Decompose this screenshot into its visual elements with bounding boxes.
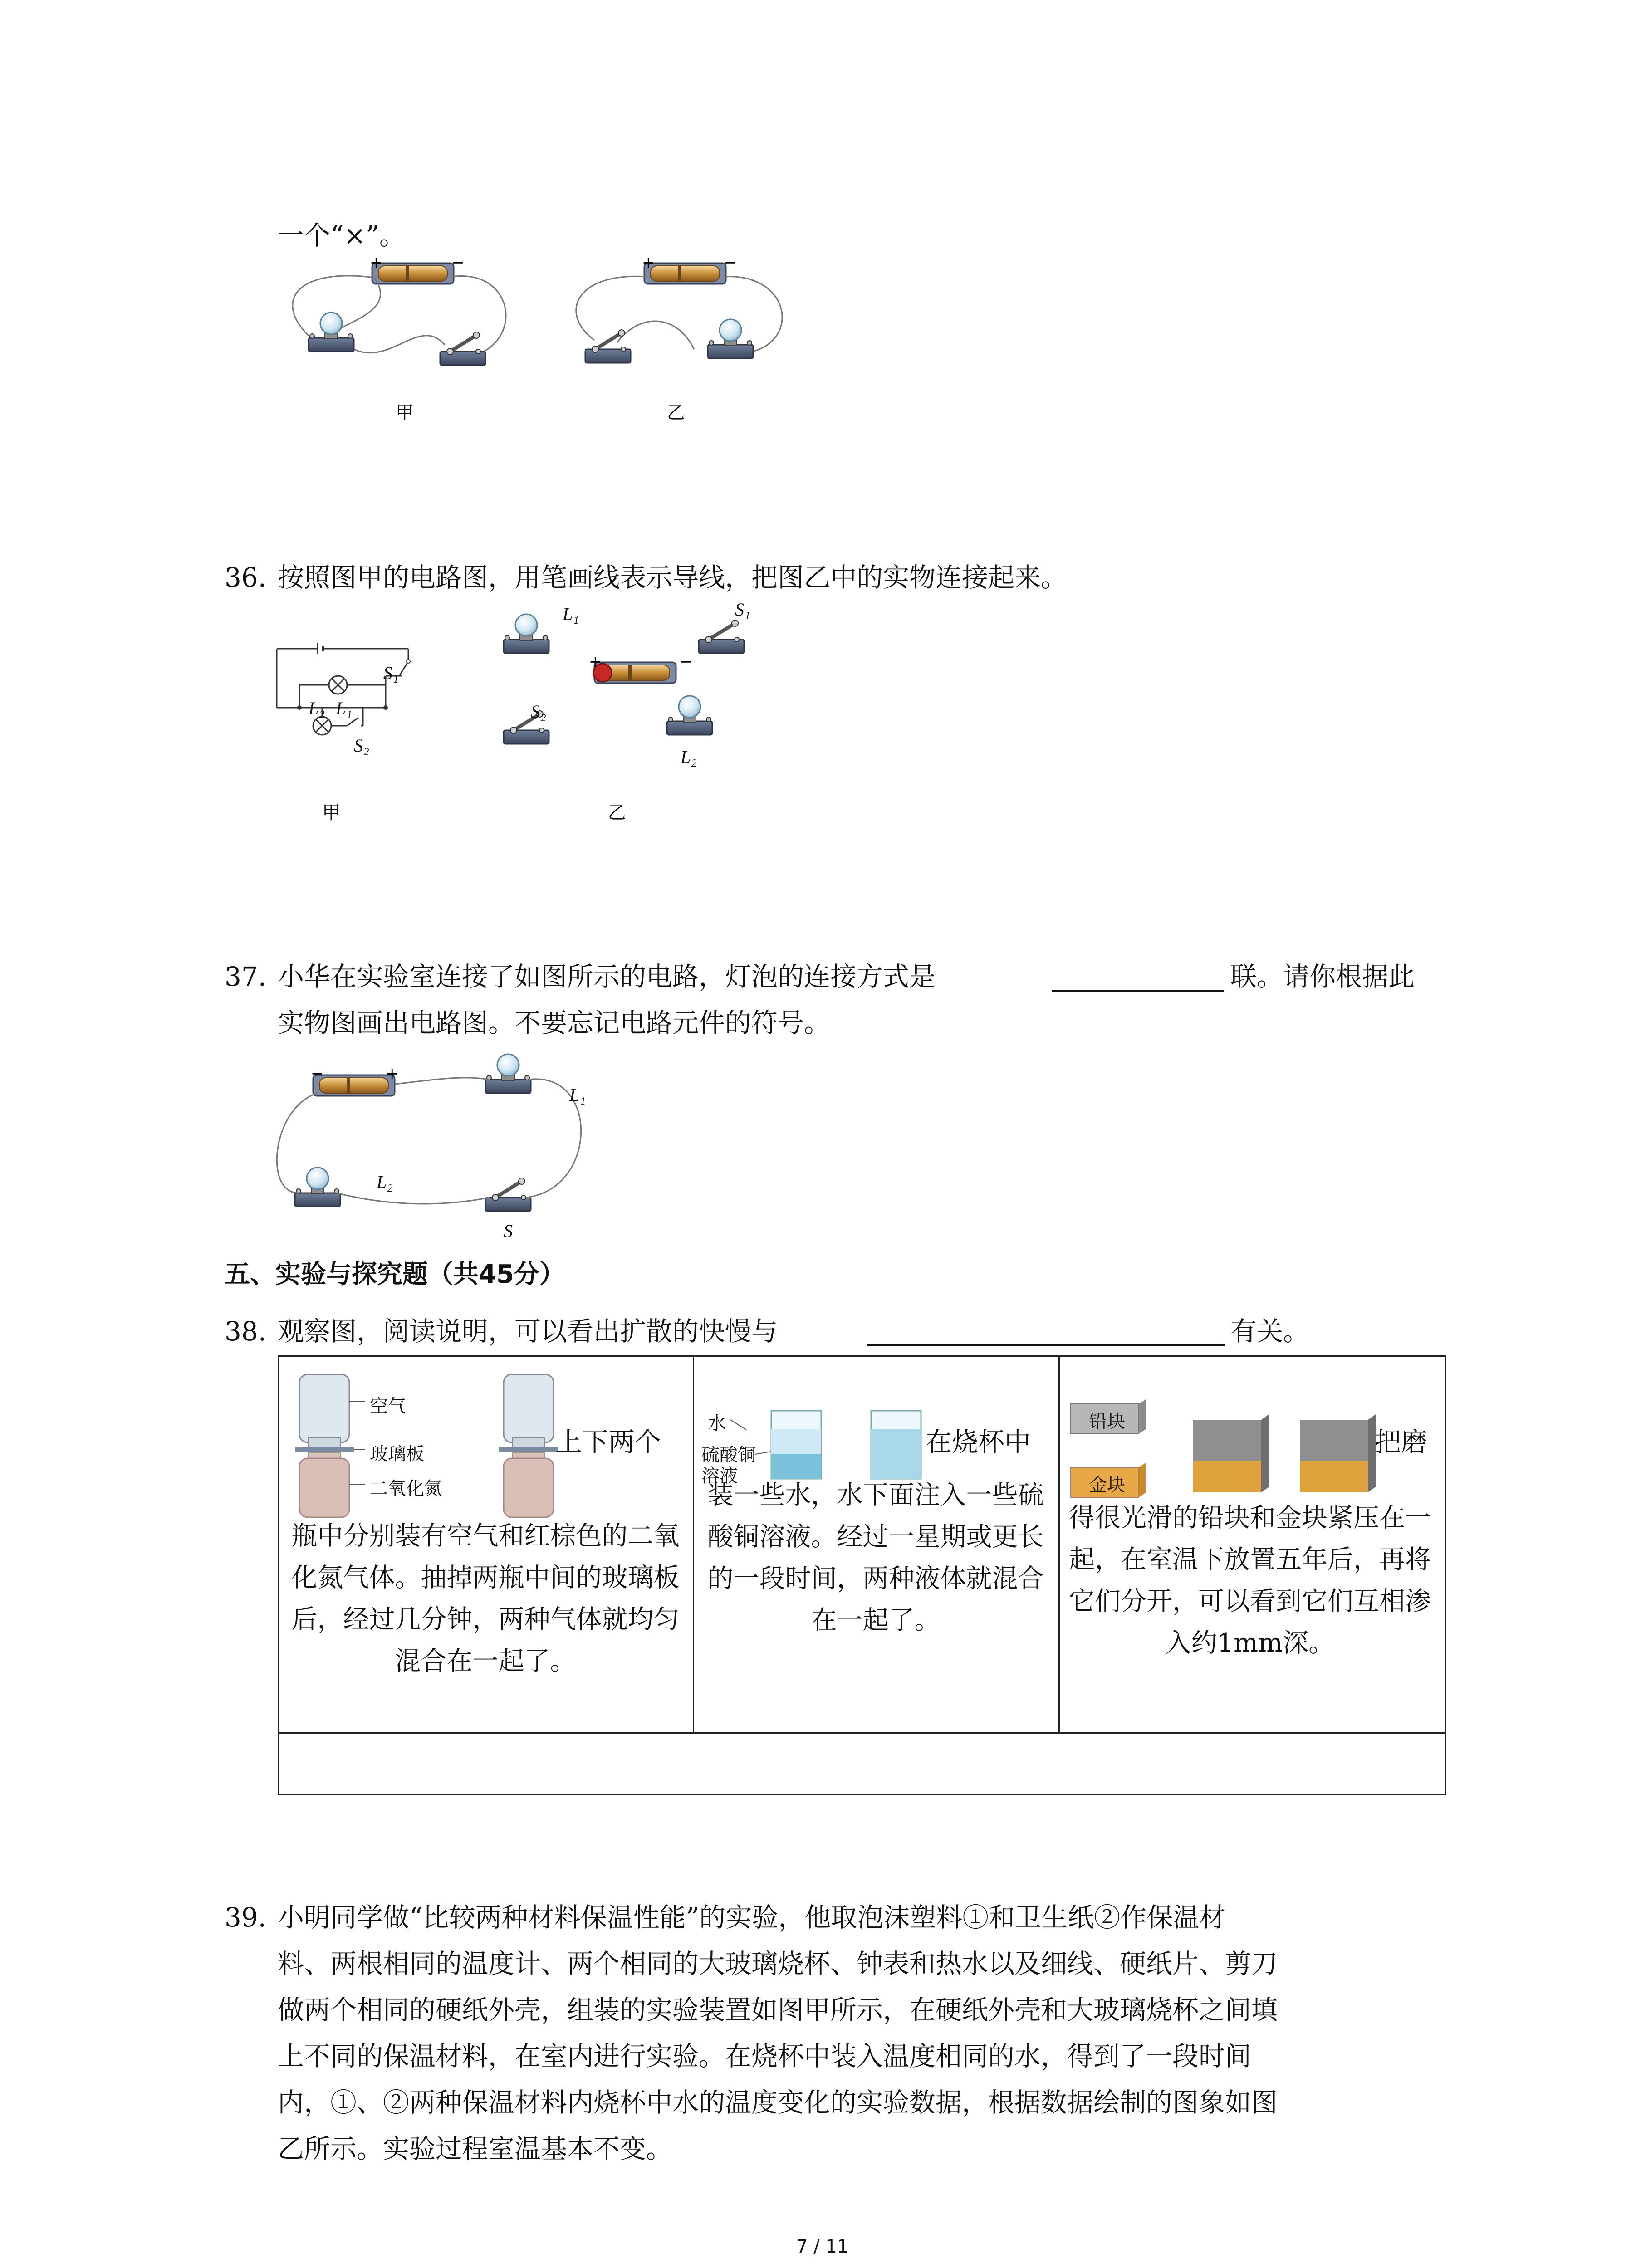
q38-cell2-side: 在烧杯中 <box>926 1427 1031 1457</box>
q38-cell1-side: 上下两个 <box>556 1427 661 1457</box>
q38-cell1-lbl-glass: 玻璃板 <box>370 1444 424 1465</box>
q37-circuit <box>272 1043 617 1234</box>
q38-text-b: 有关。 <box>1230 1316 1310 1347</box>
q39-line-6: 乙所示。实验过程室温基本不变。 <box>278 2133 673 2164</box>
q37-label-s: S <box>504 1221 513 1241</box>
q39-line-2: 料、两根相同的温度计、两个相同的大玻璃烧杯、钟表和热水以及细线、硬纸片、剪刀 <box>278 1948 1278 1979</box>
q36-text: 按照图甲的电路图，用笔画线表示导线，把图乙中的实物连接起来。 <box>278 562 1068 593</box>
q38-cell2-lbl-cuso4-2: 溶液 <box>701 1466 738 1486</box>
section5-title: 五、实验与探究题（共45分） <box>225 1260 565 1289</box>
q38-cell2-body: 装一些水，水下面注入一些硫酸铜溶液。经过一星期或更长的一段时间，两种液体就混合在一起了。 <box>707 1480 1044 1635</box>
q36-phy-s1: S₁ <box>735 599 750 620</box>
q37-line1-b: 联。请你根据此 <box>1230 961 1415 992</box>
q38-cell3-lbl-lead: 铅块 <box>1089 1411 1125 1432</box>
q38-cell1-lbl-air: 空气 <box>370 1396 406 1417</box>
q36-sch-l1: L₁ <box>336 698 353 719</box>
q37-label-l2: L₂ <box>377 1172 393 1192</box>
q38-cell1-lbl-no2: 二氧化氮 <box>370 1478 442 1499</box>
q36-physical <box>499 599 753 762</box>
svg-text:−: − <box>724 254 737 272</box>
svg-text:+: + <box>642 254 655 272</box>
q36-sch-s1: S₁ <box>383 663 399 683</box>
q36-sch-l2: L₂ <box>309 698 325 719</box>
q39-line-5: 内，①、②两种保温材料内烧杯中水的温度变化的实验数据，根据数据绘制的图象如图 <box>278 2087 1278 2118</box>
q37-label-l1: L₁ <box>569 1085 586 1105</box>
q36-schematic <box>272 640 426 753</box>
q38-answer-blank[interactable] <box>867 1344 1225 1346</box>
q39-line-3: 做两个相同的硬纸外壳，组装的实验装置如图甲所示，在硬纸外壳和大玻璃烧杯之间填 <box>278 1994 1278 2025</box>
svg-text:−: − <box>680 653 693 671</box>
q37-line1-a: 小华在实验室连接了如图所示的电路，灯泡的连接方式是 <box>278 961 936 992</box>
q36-phy-l1: L₁ <box>563 604 579 624</box>
top-label-yi: 乙 <box>667 402 685 423</box>
q36-phy-s2: S₂ <box>531 701 546 722</box>
q38-number: 38. <box>225 1316 267 1347</box>
q37-number: 37. <box>225 961 267 992</box>
q39-line-1: 小明同学做“比较两种材料保温性能”的实验，他取泡沫塑料①和卫生纸②作保温材 <box>278 1902 1226 1933</box>
q38-cell3-side: 把磨 <box>1375 1427 1428 1457</box>
top-line: 一个“×”。 <box>278 220 406 251</box>
q37-line2: 实物图画出电路图。不要忘记电路元件的符号。 <box>278 1007 831 1038</box>
top-circuit-jia <box>272 254 526 390</box>
q36-phy-l2: L₂ <box>681 747 697 767</box>
q36-label-yi: 乙 <box>608 802 626 823</box>
top-label-jia: 甲 <box>396 402 414 423</box>
svg-text:+: + <box>386 1065 399 1083</box>
q39-number: 39. <box>225 1902 267 1933</box>
q38-cell3-lbl-gold: 金块 <box>1089 1475 1125 1496</box>
q36-number: 36. <box>225 562 267 593</box>
q38-cell1-body: 瓶中分别装有空气和红棕色的二氧化氮气体。抽掉两瓶中间的玻璃板后，经过几分钟，两种气体就均匀混合在一起了。 <box>291 1521 680 1676</box>
top-circuit-yi <box>558 254 812 390</box>
q36-label-jia: 甲 <box>322 802 340 823</box>
page-number: 7 / 11 <box>796 2236 849 2257</box>
svg-text:+: + <box>370 254 383 272</box>
svg-text:−: − <box>451 254 465 272</box>
q36-sch-s2: S₂ <box>354 735 369 756</box>
svg-text:−: − <box>311 1065 324 1083</box>
q38-cell2-lbl-cuso4-1: 硫酸铜 <box>701 1445 756 1466</box>
q39-line-4: 上不同的保温材料，在室内进行实验。在烧杯中装入温度相同的水，得到了一段时间 <box>278 2041 1252 2072</box>
q38-cell3-body: 得很光滑的铅块和金块紧压在一起，在室温下放置五年后，再将它们分开，可以看到它们互相渗入约1mm深。 <box>1069 1503 1431 1658</box>
q38-cell2-lbl-water: 水 <box>708 1413 726 1434</box>
svg-text:+: + <box>589 653 602 671</box>
q37-answer-blank[interactable] <box>1052 990 1224 992</box>
q38-text-a: 观察图，阅读说明，可以看出扩散的快慢与 <box>278 1316 778 1347</box>
